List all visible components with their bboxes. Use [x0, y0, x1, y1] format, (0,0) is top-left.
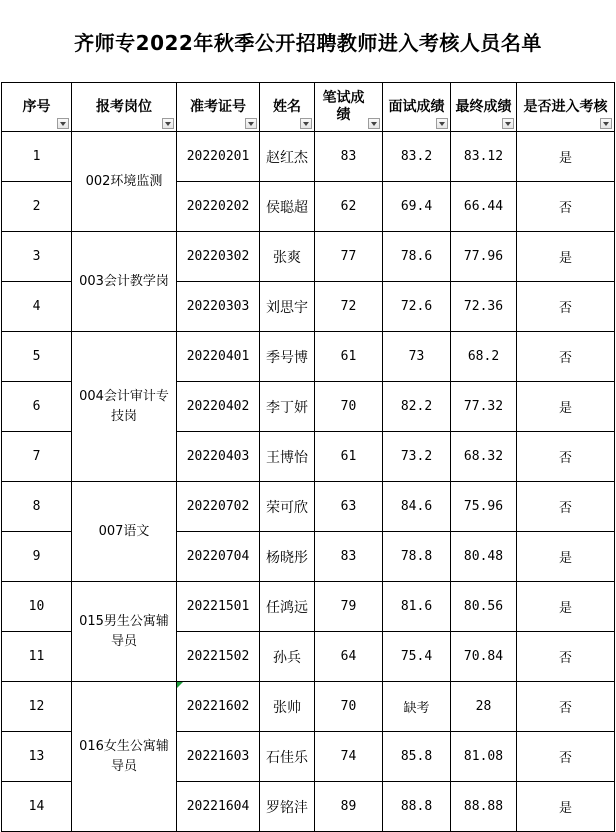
cell-ticket: 20221603	[177, 732, 260, 782]
cell-interview: 82.2	[383, 382, 451, 432]
cell-ticket: 20221502	[177, 632, 260, 682]
cell-ticket: 20220402	[177, 382, 260, 432]
cell-written: 70	[315, 682, 383, 732]
cell-seq: 11	[2, 632, 72, 682]
cell-advance: 否	[517, 482, 615, 532]
cell-written: 77	[315, 232, 383, 282]
cell-ticket: 20220302	[177, 232, 260, 282]
cell-name: 任鸿远	[260, 582, 315, 632]
green-triangle-icon	[177, 682, 183, 688]
cell-advance: 否	[517, 182, 615, 232]
cell-seq: 7	[2, 432, 72, 482]
cell-final: 80.48	[451, 532, 517, 582]
filter-dropdown-icon[interactable]	[300, 118, 312, 129]
cell-seq: 14	[2, 782, 72, 832]
cell-name: 王博怡	[260, 432, 315, 482]
cell-name: 石佳乐	[260, 732, 315, 782]
filter-dropdown-icon[interactable]	[57, 118, 69, 129]
cell-final: 75.96	[451, 482, 517, 532]
cell-final: 83.12	[451, 132, 517, 182]
header-interview: 面试成绩	[383, 83, 451, 132]
cell-post: 007语文	[72, 482, 177, 582]
cell-advance: 是	[517, 532, 615, 582]
document-title: 齐师专2022年秋季公开招聘教师进入考核人员名单	[74, 31, 542, 55]
cell-ticket: 20221501	[177, 582, 260, 632]
filter-dropdown-icon[interactable]	[600, 118, 612, 129]
filter-dropdown-icon[interactable]	[502, 118, 514, 129]
filter-dropdown-icon[interactable]	[436, 118, 448, 129]
cell-interview: 81.6	[383, 582, 451, 632]
cell-ticket: 20220704	[177, 532, 260, 582]
cell-advance: 是	[517, 382, 615, 432]
cell-interview: 73	[383, 332, 451, 382]
cell-written: 79	[315, 582, 383, 632]
cell-name: 杨晓彤	[260, 532, 315, 582]
cell-written: 64	[315, 632, 383, 682]
cell-seq: 2	[2, 182, 72, 232]
cell-name: 李丁妍	[260, 382, 315, 432]
cell-name: 孙兵	[260, 632, 315, 682]
cell-final: 80.56	[451, 582, 517, 632]
cell-seq: 5	[2, 332, 72, 382]
header-post: 报考岗位	[72, 83, 177, 132]
cell-ticket: 20220303	[177, 282, 260, 332]
cell-written: 63	[315, 482, 383, 532]
cell-interview: 88.8	[383, 782, 451, 832]
table-row	[2, 132, 615, 182]
cell-seq: 1	[2, 132, 72, 182]
cell-ticket: 20221604	[177, 782, 260, 832]
cell-name: 侯聪超	[260, 182, 315, 232]
cell-written: 83	[315, 532, 383, 582]
cell-interview: 缺考	[383, 682, 451, 732]
cell-interview: 72.6	[383, 282, 451, 332]
cell-final: 28	[451, 682, 517, 732]
cell-seq: 6	[2, 382, 72, 432]
filter-dropdown-icon[interactable]	[368, 118, 380, 129]
cell-final: 88.88	[451, 782, 517, 832]
cell-advance: 否	[517, 632, 615, 682]
cell-interview: 75.4	[383, 632, 451, 682]
cell-ticket: 20220201	[177, 132, 260, 182]
cell-seq: 8	[2, 482, 72, 532]
cell-final: 77.96	[451, 232, 517, 282]
cell-name: 张爽	[260, 232, 315, 282]
cell-seq: 13	[2, 732, 72, 782]
cell-advance: 是	[517, 782, 615, 832]
cell-seq: 4	[2, 282, 72, 332]
cell-interview: 78.6	[383, 232, 451, 282]
cell-interview: 83.2	[383, 132, 451, 182]
cell-interview: 73.2	[383, 432, 451, 482]
cell-written: 74	[315, 732, 383, 782]
cell-name: 罗铭沣	[260, 782, 315, 832]
cell-advance: 否	[517, 282, 615, 332]
cell-written: 89	[315, 782, 383, 832]
cell-interview: 69.4	[383, 182, 451, 232]
cell-advance: 否	[517, 332, 615, 382]
cell-final: 81.08	[451, 732, 517, 782]
cell-interview: 78.8	[383, 532, 451, 582]
candidate-table	[1, 82, 615, 832]
cell-seq: 10	[2, 582, 72, 632]
cell-final: 77.32	[451, 382, 517, 432]
header-advance: 是否进入考核	[517, 83, 615, 132]
header-final: 最终成绩	[451, 83, 517, 132]
cell-post: 003会计教学岗	[72, 232, 177, 332]
header-seq: 序号	[2, 83, 72, 132]
cell-seq: 12	[2, 682, 72, 732]
cell-written: 83	[315, 132, 383, 182]
cell-ticket: 20221602	[177, 682, 260, 732]
cell-post: 016女生公寓辅导员	[72, 682, 177, 832]
cell-name: 季号博	[260, 332, 315, 382]
table-row	[2, 582, 615, 632]
header-ticket: 准考证号	[177, 83, 260, 132]
cell-final: 72.36	[451, 282, 517, 332]
cell-post: 015男生公寓辅导员	[72, 582, 177, 682]
cell-final: 66.44	[451, 182, 517, 232]
cell-written: 61	[315, 332, 383, 382]
table-row	[2, 232, 615, 282]
cell-advance: 是	[517, 582, 615, 632]
cell-advance: 是	[517, 132, 615, 182]
cell-final: 68.2	[451, 332, 517, 382]
cell-name: 荣可欣	[260, 482, 315, 532]
cell-ticket: 20220403	[177, 432, 260, 482]
cell-seq: 9	[2, 532, 72, 582]
cell-written: 70	[315, 382, 383, 432]
cell-name: 刘思宇	[260, 282, 315, 332]
cell-final: 68.32	[451, 432, 517, 482]
cell-post: 002环境监测	[72, 132, 177, 232]
cell-name: 张帅	[260, 682, 315, 732]
cell-seq: 3	[2, 232, 72, 282]
filter-dropdown-icon[interactable]	[245, 118, 257, 129]
cell-post: 004会计审计专技岗	[72, 332, 177, 482]
cell-advance: 否	[517, 682, 615, 732]
table-row	[2, 332, 615, 382]
cell-written: 61	[315, 432, 383, 482]
cell-written: 62	[315, 182, 383, 232]
cell-ticket: 20220702	[177, 482, 260, 532]
header-name: 姓名	[260, 83, 315, 132]
cell-advance: 否	[517, 732, 615, 782]
cell-name: 赵红杰	[260, 132, 315, 182]
header-row	[2, 83, 615, 132]
table-row	[2, 682, 615, 732]
cell-advance: 是	[517, 232, 615, 282]
cell-ticket: 20220401	[177, 332, 260, 382]
header-written: 笔试成绩	[315, 83, 383, 132]
cell-final: 70.84	[451, 632, 517, 682]
cell-interview: 85.8	[383, 732, 451, 782]
cell-written: 72	[315, 282, 383, 332]
cell-advance: 否	[517, 432, 615, 482]
table-row	[2, 482, 615, 532]
cell-interview: 84.6	[383, 482, 451, 532]
cell-ticket: 20220202	[177, 182, 260, 232]
filter-dropdown-icon[interactable]	[162, 118, 174, 129]
